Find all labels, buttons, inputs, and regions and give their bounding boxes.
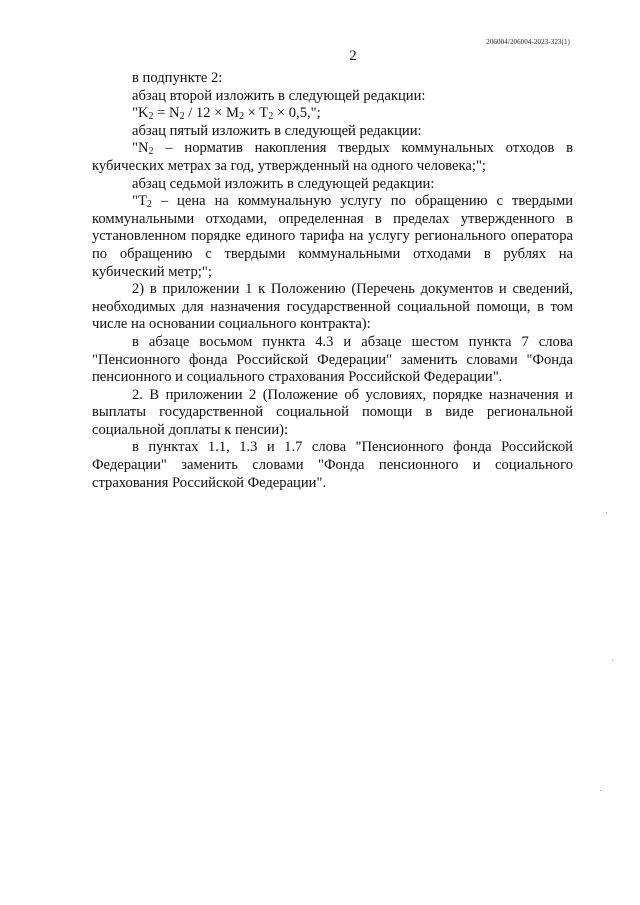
definition-n2-subscript: 2: [148, 146, 154, 158]
paragraph-second-abzac: абзац второй изложить в следующей редакции:: [132, 87, 426, 104]
definition-n2-symbol: "N: [132, 140, 149, 157]
paragraph-seventh-abzac: абзац седьмой изложить в следующей редакции:: [132, 175, 435, 192]
formula-m-subscript: 2: [239, 111, 245, 123]
formula-k: "K: [132, 105, 149, 122]
definition-t2: [92, 193, 573, 281]
definition-n2-text: – норматив накопления твердых коммунальных отходов в кубических метрах за год, утвержденный на одного человека;";: [92, 140, 573, 174]
definition-t2-symbol: "T: [132, 193, 147, 210]
paragraph-appendix-2: 2. В приложении 2 (Положение об условиях, порядке назначения и выплаты государственной социальной помощи в виде региональной социальной доплаты к пенсии):: [92, 386, 573, 438]
formula-k-subscript: 2: [148, 111, 154, 123]
scan-speck: [600, 790, 601, 791]
paragraph-appendix-1: 2) в приложении 1 к Положению (Перечень документов и сведений, необходимых для назначения государственной социальной помощи, в том числе на основании социального контракта):: [92, 281, 573, 333]
scan-speck: [612, 660, 613, 661]
document-id: 206004/206004-2023-323(1): [486, 38, 570, 46]
formula-t-subscript: 2: [268, 111, 274, 123]
formula-t: × T: [244, 105, 269, 122]
paragraph-subitem-2: в подпункте 2:: [132, 70, 223, 86]
formula-n-subscript: 2: [179, 111, 185, 123]
paragraph-appendix-2-replacement: в пунктах 1.1, 1.3 и 1.7 слова "Пенсионного фонда Российской Федерации" заменить словами "Фонда пенсионного и социального страхования Российской Федерации".: [92, 439, 573, 491]
definition-t2-subscript: 2: [146, 199, 152, 211]
definition-n2: [92, 140, 573, 175]
paragraph-fifth-abzac: абзац пятый изложить в следующей редакции:: [132, 122, 422, 139]
formula-m: / 12 × M: [184, 105, 240, 122]
definition-t2-text: – цена на коммунальную услугу по обращению с твердыми коммунальными отходами, определенная в пределах утвержденного в установленном порядке единого тарифа на услугу регионального оператора по обращению с твердыми коммунальными отходами в рублях на кубический метр;";: [92, 193, 573, 280]
formula-n: = N: [153, 105, 180, 122]
scan-speck: [606, 512, 607, 513]
paragraph-appendix-1-replacement: в абзаце восьмом пункта 4.3 и абзаце шестом пункта 7 слова "Пенсионного фонда Российской Федерации" заменить словами "Фонда пенсионного и социального страхования Российской Федерации".: [92, 333, 573, 386]
document-body: [92, 70, 573, 492]
page-number: 2: [349, 48, 357, 64]
formula-k2: [92, 105, 573, 123]
formula-tail: × 0,5,";: [273, 105, 321, 122]
